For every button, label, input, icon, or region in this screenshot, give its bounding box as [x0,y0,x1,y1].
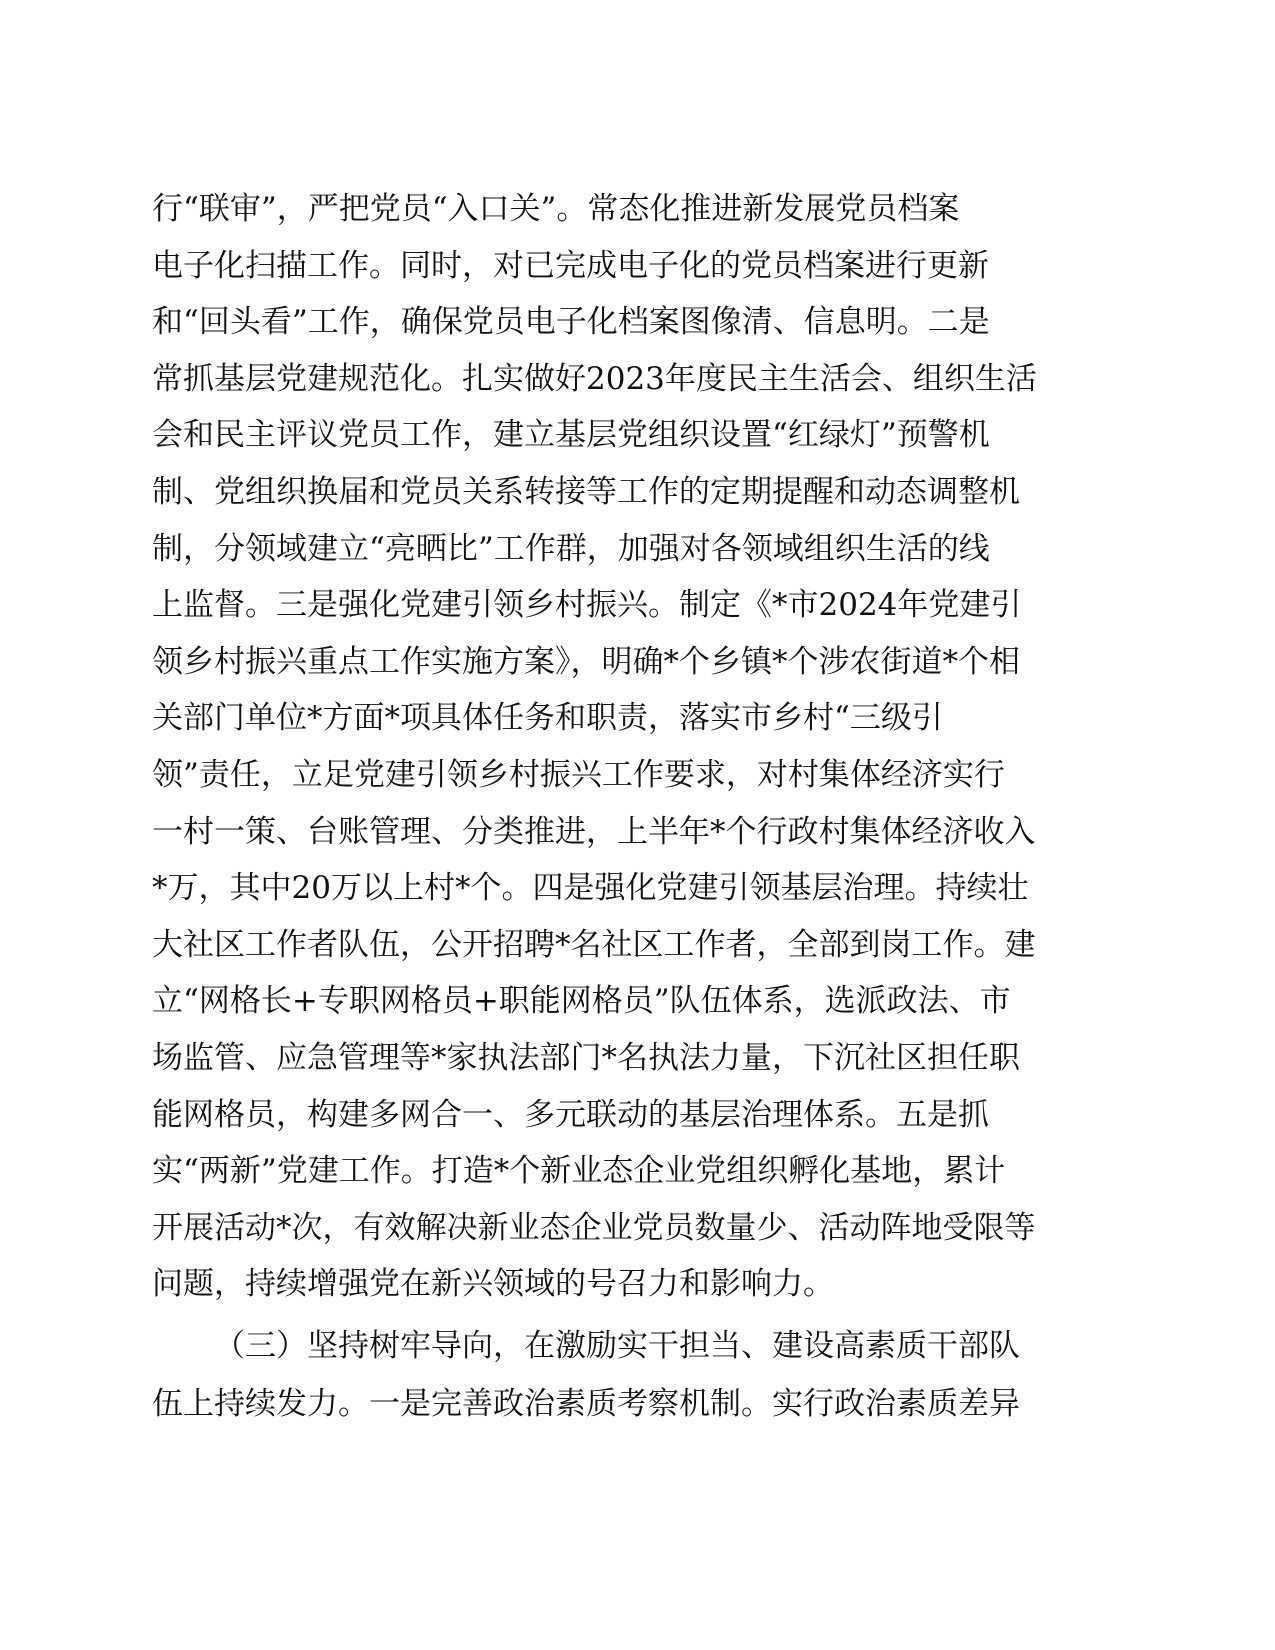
text-line: 关部门单位*方面*项具体任务和职责，落实市乡村“三级引 [152,700,943,737]
text-line: *万，其中20万以上村*个。四是强化党建引领基层治理。持续壮 [152,870,1029,907]
text-line: 场监管、应急管理等*家执法部门*名执法力量，下沉社区担任职 [152,1039,1020,1076]
text-line: 领乡村振兴重点工作实施方案》，明确*个乡镇*个涉农街道*个相 [152,643,1020,680]
text-line: 电子化扫描工作。同时，对已完成电子化的党员档案进行更新 [152,247,989,284]
text-line: 实“两新”党建工作。打造*个新业态企业党组织孵化基地，累计 [152,1153,1006,1190]
text-line: 制，分领域建立“亮晒比”工作群，加强对各领域组织生活的线 [152,530,990,567]
text-line: 制、党组织换届和党员关系转接等工作的定期提醒和动态调整机 [152,473,1020,510]
text-line: 一村一策、台账管理、分类推进，上半年*个行政村集体经济收入 [152,813,1036,850]
text-line: 立“网格长+专职网格员+职能网格员”队伍体系，选派政法、市 [152,983,1011,1020]
text-line: 会和民主评议党员工作，建立基层党组织设置“红绿灯”预警机 [152,417,990,454]
text-line: 开展活动*次，有效解决新业态企业党员数量少、活动阵地受限等 [152,1209,1036,1246]
text-line: 伍上持续发力。一是完善政治素质考察机制。实行政治素质差异 [152,1385,1020,1422]
text-line: 行“联审”，严把党员“入口关”。常态化推进新发展党员档案 [152,191,960,227]
section-heading-line: （三）坚持树牢导向，在激励实干担当、建设高素质干部队 [214,1327,1020,1364]
document-body [152,181,1092,1433]
text-line: 能网格员，构建多网合一、多元联动的基层治理体系。五是抓 [152,1096,989,1133]
text-line: 常抓基层党建规范化。扎实做好2023年度民主生活会、组织生活 [152,360,1037,397]
text-line: 上监督。三是强化党建引领乡村振兴。制定《*市2024年党建引 [152,587,1022,624]
text-line: 和“回头看”工作，确保党员电子化档案图像清、信息明。二是 [152,304,990,341]
text-line: 问题，持续增强党在新兴领域的号召力和影响力。 [152,1266,834,1303]
text-line: 领”责任，立足党建引领乡村振兴工作要求，对村集体经济实行 [152,756,1005,793]
paragraph-continued [152,181,1092,1313]
paragraph-section-three [152,1317,1092,1433]
text-line: 大社区工作者队伍，公开招聘*名社区工作者，全部到岗工作。建 [152,926,1036,963]
